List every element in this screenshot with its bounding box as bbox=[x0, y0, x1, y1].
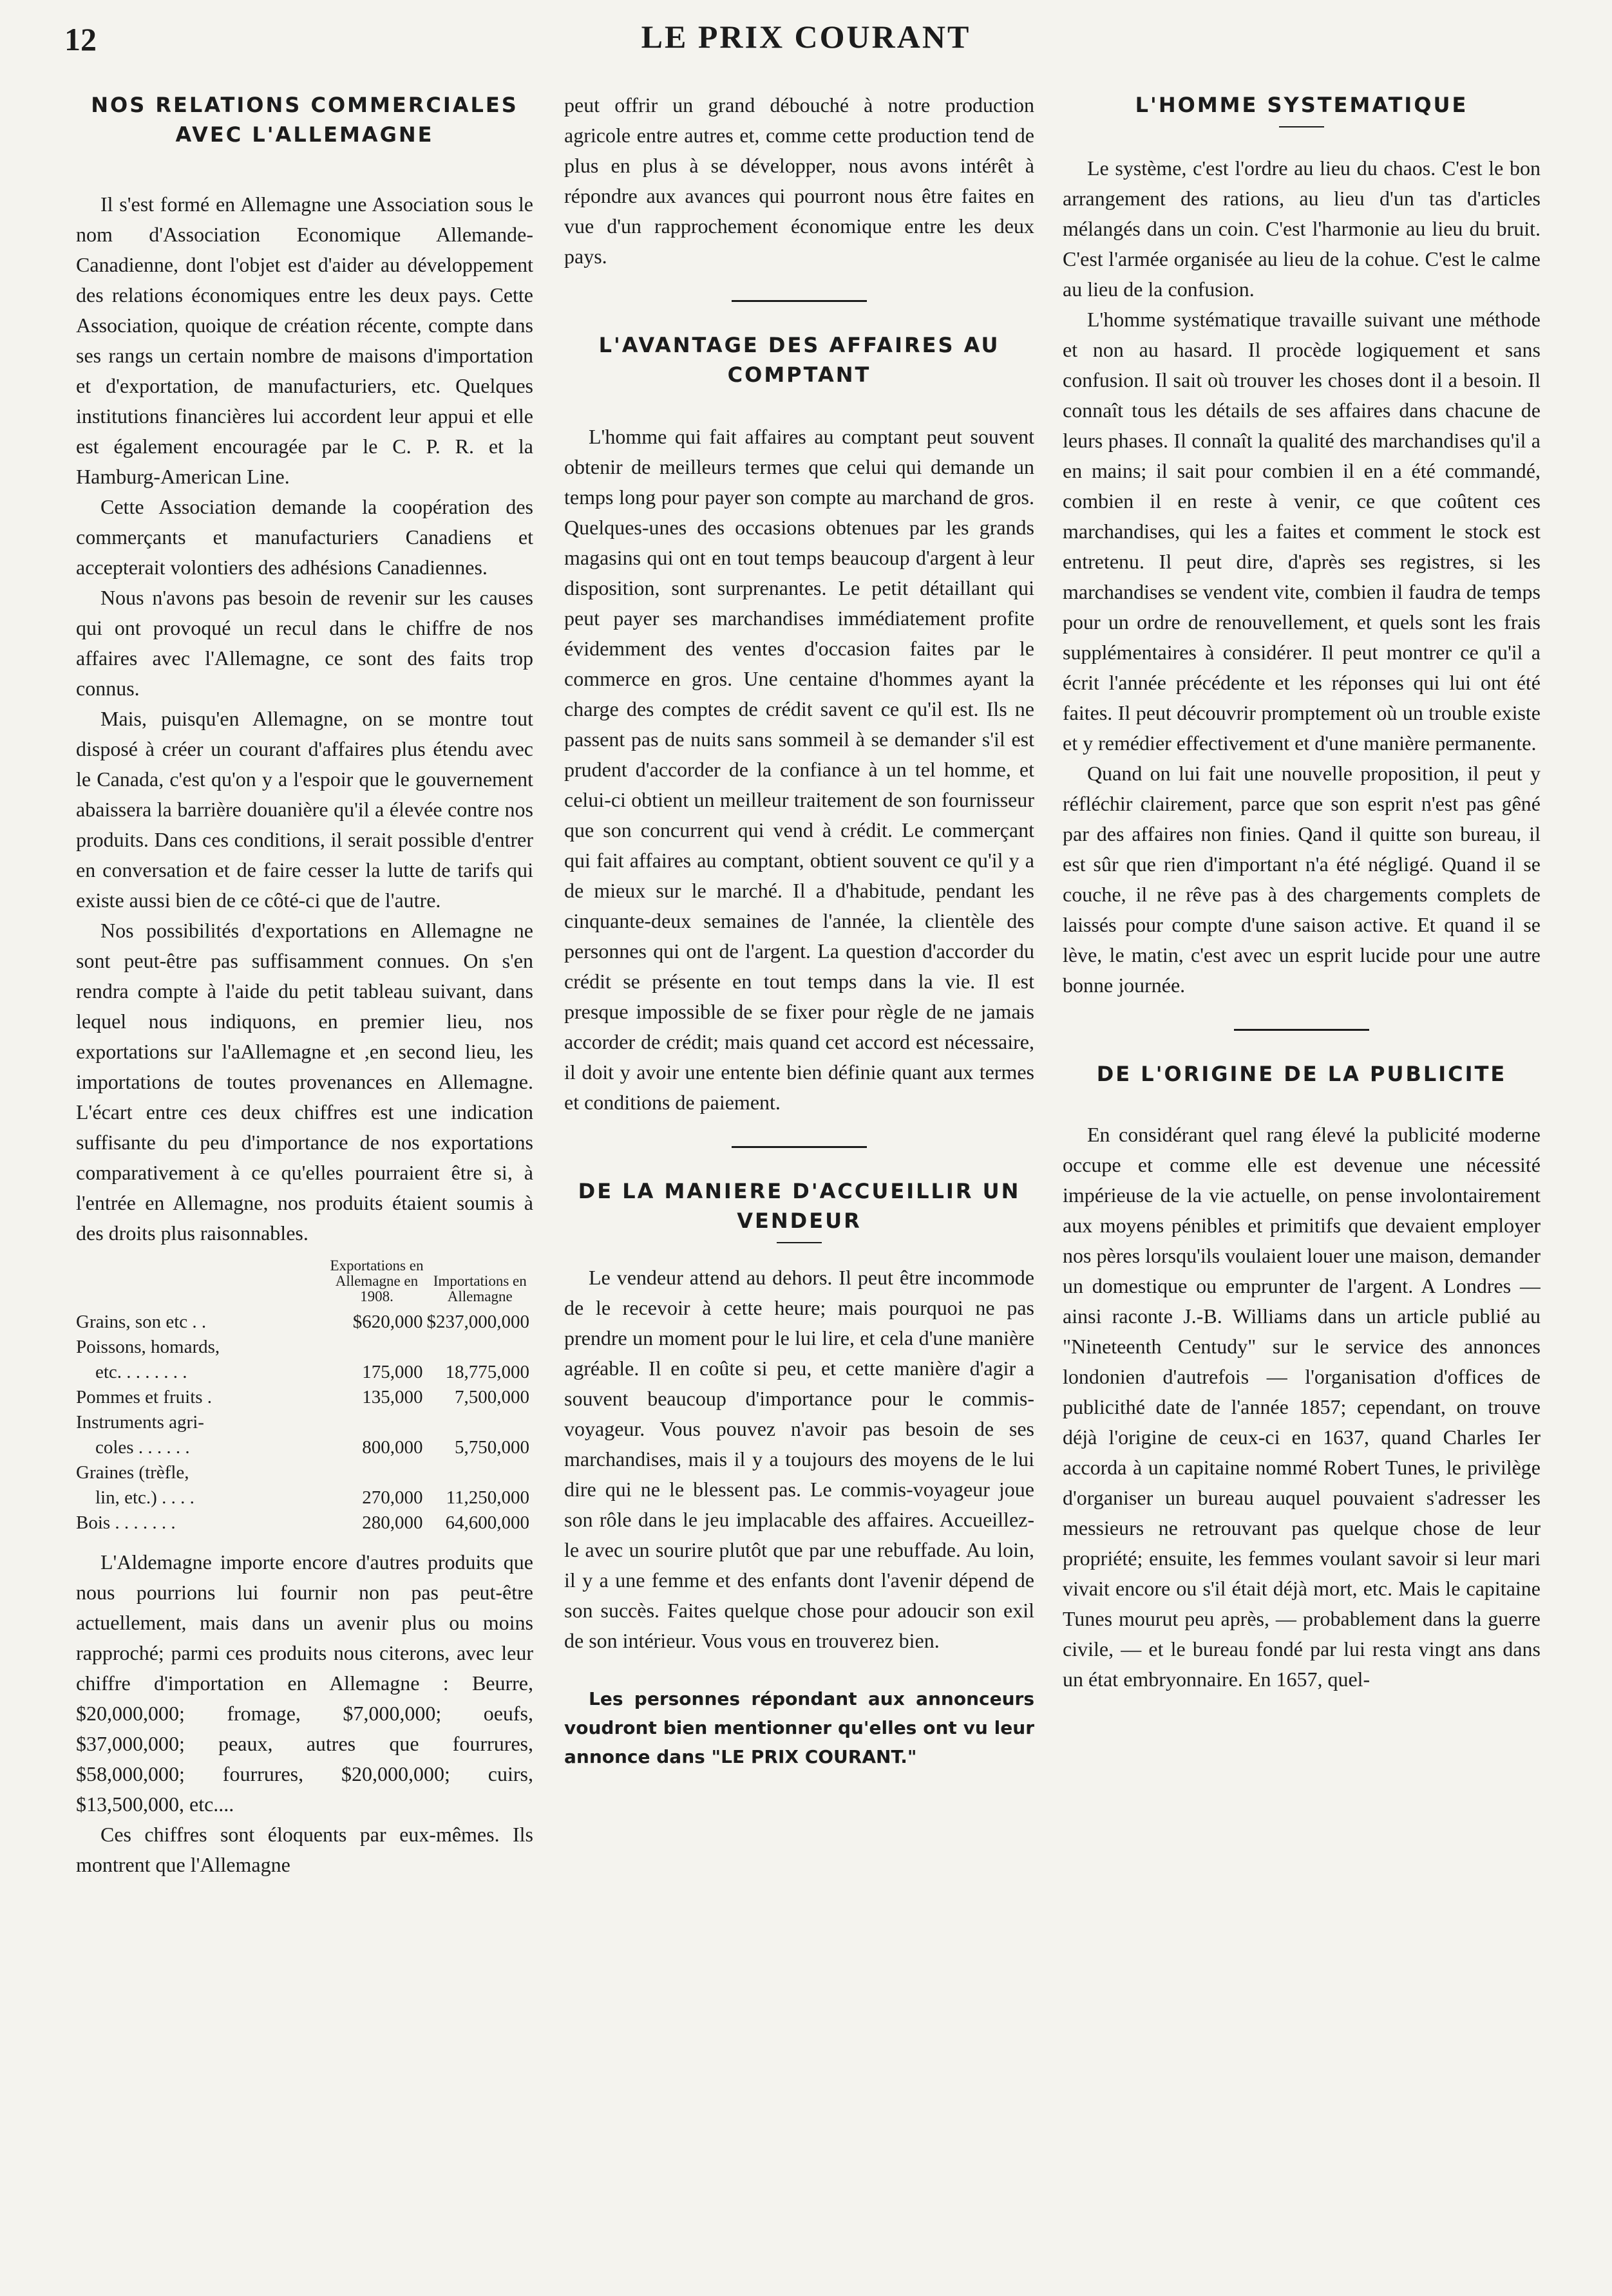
article-title-publicite: DE L'ORIGINE DE LA PUBLICITE bbox=[1096, 1062, 1507, 1086]
table-row bbox=[76, 1385, 533, 1410]
table-cell-export bbox=[327, 1460, 426, 1485]
paragraph: Cette Association demande la coopération des commerçants et manufacturiers Canadiens et accepterait volontiers des adhésions Canadiennes. bbox=[76, 495, 533, 579]
paragraph: L'Aldemagne importe encore d'autres produits que nous pourrions lui fournir non pas peut-être actuellement, mais dans un avenir plus ou moins rapproché; parmi ces produits nous citerons, avec leur chiffre d'importation en Allemagne : Beurre, $20,000,000; fromage, $7,000,000; oeufs, $37,000,000; peaux, autres que fourrures, $58,000,000; fourrures, $20,000,000; cuirs, $13,500,000, etc.... bbox=[76, 1550, 533, 1816]
table-row bbox=[76, 1510, 533, 1536]
section-divider bbox=[1234, 1029, 1369, 1031]
advertiser-notice bbox=[564, 1684, 1034, 1771]
paragraph: Quand on lui fait une nouvelle proposition, il peut y réfléchir clairement, parce que son esprit n'est pas gêné par des affaires non finies. Qand il quitte son bureau, il est sûr que rien d'important n'a été négligé. Quand il se couche, il ne rêve pas à des chargements complets de laissés pour compte d'une saison active. Et quand il se lève, le matin, c'est avec un esprit lucide pour une autre bonne journée. bbox=[1063, 762, 1541, 997]
table-cell-label: Bois . . . . . . . bbox=[76, 1512, 176, 1533]
paragraph: Nous n'avons pas besoin de revenir sur les causes qui ont provoqué un recul dans le chiffre de nos affaires avec l'Allemagne, ce sont des faits trop connus. bbox=[76, 586, 533, 700]
table-cell-export bbox=[327, 1410, 426, 1435]
table-cell-import: 7,500,000 bbox=[455, 1387, 529, 1407]
table-cell-export: $620,000 bbox=[352, 1312, 423, 1332]
paragraph: En considérant quel rang élevé la publicité moderne occupe et comme elle est devenue une nécessité impérieuse de la vie actuelle, on pense involontairement aux moyens pénibles et primitifs que devaient employer nos pères lorsqu'ils voulaient louer une maison, demander un domestique ou emprunter de l'argent. A Londres — ainsi raconte J.-B. Williams dans un article publié au "Nineteenth Centudy" sur le service des annonces londonien d'autrefois — l'organisation d'offices de publicithé date de l'année 1857; cependant, on trouve déjà l'origine de ceux-ci en 1637, quand Charles Ier accorda à un capitaine nommé Robert Tunes, le privilège d'organiser un bureau auquel pouvaient s'adresser les messieurs ne retrouvant pas quelque chose de leur propriété; ensuite, les femmes voulant savoir si leur mari vivait encore ou s'il était déjà mort, etc. Mais le capitaine Tunes mourut peu après, — probablement dans la guerre civile, — et le bureau fondé par lui resta vingt ans dans un état embryonnaire. En 1657, quel- bbox=[1063, 1123, 1541, 1691]
paragraph: L'homme systématique travaille suivant une méthode et non au hasard. Il procède logiquement et sans confusion. Il sait où trouver les choses dont il a besoin. Il connaît tous les détails de ses affaires dans chacune de leurs phases. Il connaît la qualité des marchandises qu'il a en mains; il sait pour combien il en a été commandé, combien il en reste à venir, ce que coûtent ces marchandises, qui les a faites et comment le stock est entretenu. Il peut dire, d'après ses registres, si les marchandises se vendent vite, combien il faudra de temps pour un ordre de renouvellement, et quels sont les frais supplémentaires à considérer. Il peut montrer ce qu'il a écrit l'année précédente et les réponses qui lui ont été faites. Il peut découvrir promptement où un trouble existe et y remédier effectivement et d'une manière permanente. bbox=[1063, 308, 1541, 755]
table-cell-export: 270,000 bbox=[362, 1487, 423, 1508]
paragraph: Le vendeur attend au dehors. Il peut être incommode de le recevoir à cette heure; mais pourquoi ne pas prendre un moment pour le lui lire, et cela d'une manière agréable. Il en coûte si peu, et cette manière d'agir a souvent beaucoup d'importance pour le commis-voyageur. Vous pouvez n'avoir pas besoin de ses marchandises, mais il y a toujours des moyens de le lui dire qui ne le blessent pas. Le commis-voyageur joue son rôle dans le jeu implacable des affaires. Accueillez-le avec un sourire plutôt que par une rebuffade. Au loin, il y a une femme et des enfants dont l'avenir dépend de son succès. Faites quelque chose pour adoucir son exil de son intérieur. Vous vous en trouverez bien. bbox=[564, 1266, 1034, 1652]
paragraph: Il s'est formé en Allemagne une Association sous le nom d'Association Economique Allemande-Canadienne, dont l'objet est d'aider au développement des relations économiques entre les deux pays. Cette Association, quoique de création récente, compte dans ses rangs un certain nombre de maisons d'importation et d'exportation, de manufacturiers, etc. Quelques institutions financières lui accordent leur appui et elle est également encouragée par le C. P. R. et la Hamburg-American Line. bbox=[76, 193, 533, 488]
article-title-vendeur: DE LA MANIERE D'ACCUEILLIR UN VENDEUR bbox=[564, 1176, 1034, 1243]
table-cell-label: lin, etc.) . . . . bbox=[95, 1487, 194, 1508]
page-number: 12 bbox=[64, 21, 97, 57]
table-row bbox=[76, 1435, 533, 1460]
paragraph: L'homme qui fait affaires au comptant peut souvent obtenir de meilleurs termes que celui qui demande un temps long pour payer son compte au marchand de gros. Quelques-unes des occasions obtenues par les grands magasins qui ont en tout temps beaucoup d'argent à leur disposition, sont surprenantes. Le petit détaillant qui peut payer ses marchandises immédiatement profite évidemment des ventes d'occasion faites par le commerce en gros. Une centaine d'hommes ayant la charge des comptes de crédit savent ce qu'il est. Ils ne passent pas de nuits sans sommeil à se demander s'il est prudent d'accorder de la confiance à un tel homme, et celui-ci obtient un meilleur traitement de son fournisseur que son concurrent qui vend à crédit. Le commerçant qui fait affaires au comptant, obtient souvent ce qu'il y a de mieux sur le marché. Il a d'habitude, pendant les cinquante-deux semaines de l'année, la clientèle des personnes qui ont de l'argent. La question d'accorder du crédit se présente en tout temps dans la vie. Il est presque impossible de se fixer pour règle de ne jamais accorder de crédit; mais quand cet accord est nécessaire, il doit y avoir une entente bien définie quant aux termes et conditions de paiement. bbox=[564, 425, 1034, 1114]
column-2 bbox=[564, 90, 1034, 2279]
table-row bbox=[76, 1310, 533, 1335]
section-divider bbox=[732, 300, 867, 302]
table-cell-label: coles . . . . . . bbox=[95, 1437, 190, 1458]
table-cell-export: 135,000 bbox=[362, 1387, 423, 1407]
table-cell-export: 800,000 bbox=[362, 1437, 423, 1458]
table-row bbox=[76, 1410, 533, 1435]
table-cell-export: 280,000 bbox=[362, 1512, 423, 1533]
table-cell-label: Graines (trèfle, bbox=[76, 1462, 189, 1483]
paragraph: Ces chiffres sont éloquents par eux-mêmes. Ils montrent que l'Allemagne bbox=[76, 1823, 533, 1876]
table-header-blank bbox=[76, 1257, 327, 1310]
table-cell-import bbox=[426, 1410, 533, 1435]
table-cell-import: 18,775,000 bbox=[445, 1362, 529, 1382]
table-cell-import: 11,250,000 bbox=[446, 1487, 529, 1508]
trade-table bbox=[76, 1257, 533, 1536]
table-row bbox=[76, 1335, 533, 1360]
table-cell-import bbox=[426, 1335, 533, 1360]
table-cell-label: etc. . . . . . . . bbox=[95, 1362, 187, 1382]
table-cell-label: Instruments agri- bbox=[76, 1412, 204, 1433]
table-header-exports: Exportations en Allemagne en 1908. bbox=[330, 1257, 424, 1304]
table-row bbox=[76, 1360, 533, 1385]
table-header-imports: Importations en Allemagne bbox=[433, 1273, 527, 1304]
column-1 bbox=[76, 90, 533, 2279]
article-title-comptant: L'AVANTAGE DES AFFAIRES AU COMPTANT bbox=[598, 333, 1000, 387]
table-cell-import: $237,000,000 bbox=[426, 1312, 529, 1332]
paragraph: Le système, c'est l'ordre au lieu du chaos. C'est le bon arrangement des rations, au lieu d'un tas d'articles mélangés dans un coin. C'est l'harmonie au lieu du bruit. C'est l'armée organisée au lieu de la cohue. C'est le calme au lieu de la confusion. bbox=[1063, 156, 1541, 301]
table-cell-export bbox=[327, 1335, 426, 1360]
table-cell-label: Pommes et fruits . bbox=[76, 1387, 213, 1407]
table-cell-label: Poissons, homards, bbox=[76, 1337, 220, 1357]
paragraph: Nos possibilités d'exportations en Allemagne ne sont peut-être pas suffisamment connues. On s'en rendra compte à l'aide du petit tableau suivant, dans lequel nous indiquons, en premier lieu, nos exportations sur l'aAllemagne et ,en second lieu, les importations de toutes provenances en Allemagne. L'écart entre ces deux chiffres est une indication suffisante du peu d'importance de nos exportations comparativement à ce qu'elles pourraient être si, à l'entrée en Allemagne, nos produits étaient soumis à des droits plus raisonnables. bbox=[76, 919, 533, 1245]
table-cell-import bbox=[426, 1460, 533, 1485]
table-cell-label: Grains, son etc . . bbox=[76, 1312, 207, 1332]
table-cell-import: 5,750,000 bbox=[455, 1437, 529, 1458]
paragraph: Mais, puisqu'en Allemagne, on se montre tout disposé à créer un courant d'affaires plus étendu avec le Canada, c'est qu'on y a l'espoir que le gouvernement abaissera la barrière douanière qu'il a élevée contre nos produits. Dans ces conditions, il serait possible d'entrer en conversation et de faire cesser la lutte de tarifs qui existe aussi bien de ce côté-ci que de l'autre. bbox=[76, 707, 533, 912]
paragraph-continuation: peut offrir un grand débouché à notre production agricole entre autres et, comme cette production tend de plus en plus à se développer, nous avons intérêt à répondre aux avances qui pourront nous être faites en vue d'un rapprochement économique entre les deux pays. bbox=[564, 93, 1034, 268]
table-cell-export: 175,000 bbox=[362, 1362, 423, 1382]
article-title-relations: NOS RELATIONS COMMERCIALES AVEC L'ALLEMAGNE bbox=[91, 93, 518, 147]
table-cell-import: 64,600,000 bbox=[445, 1512, 529, 1533]
table-row bbox=[76, 1485, 533, 1510]
section-divider bbox=[732, 1146, 867, 1148]
notice-text: Les personnes répondant aux annonceurs voudront bien mentionner qu'elles ont vu leur annonce dans "LE PRIX COURANT." bbox=[564, 1688, 1034, 1767]
article-title-systematique: L'HOMME SYSTEMATIQUE bbox=[1063, 90, 1541, 127]
column-3 bbox=[1063, 90, 1541, 2279]
masthead-title: LE PRIX COURANT bbox=[641, 19, 971, 55]
table-row bbox=[76, 1460, 533, 1485]
